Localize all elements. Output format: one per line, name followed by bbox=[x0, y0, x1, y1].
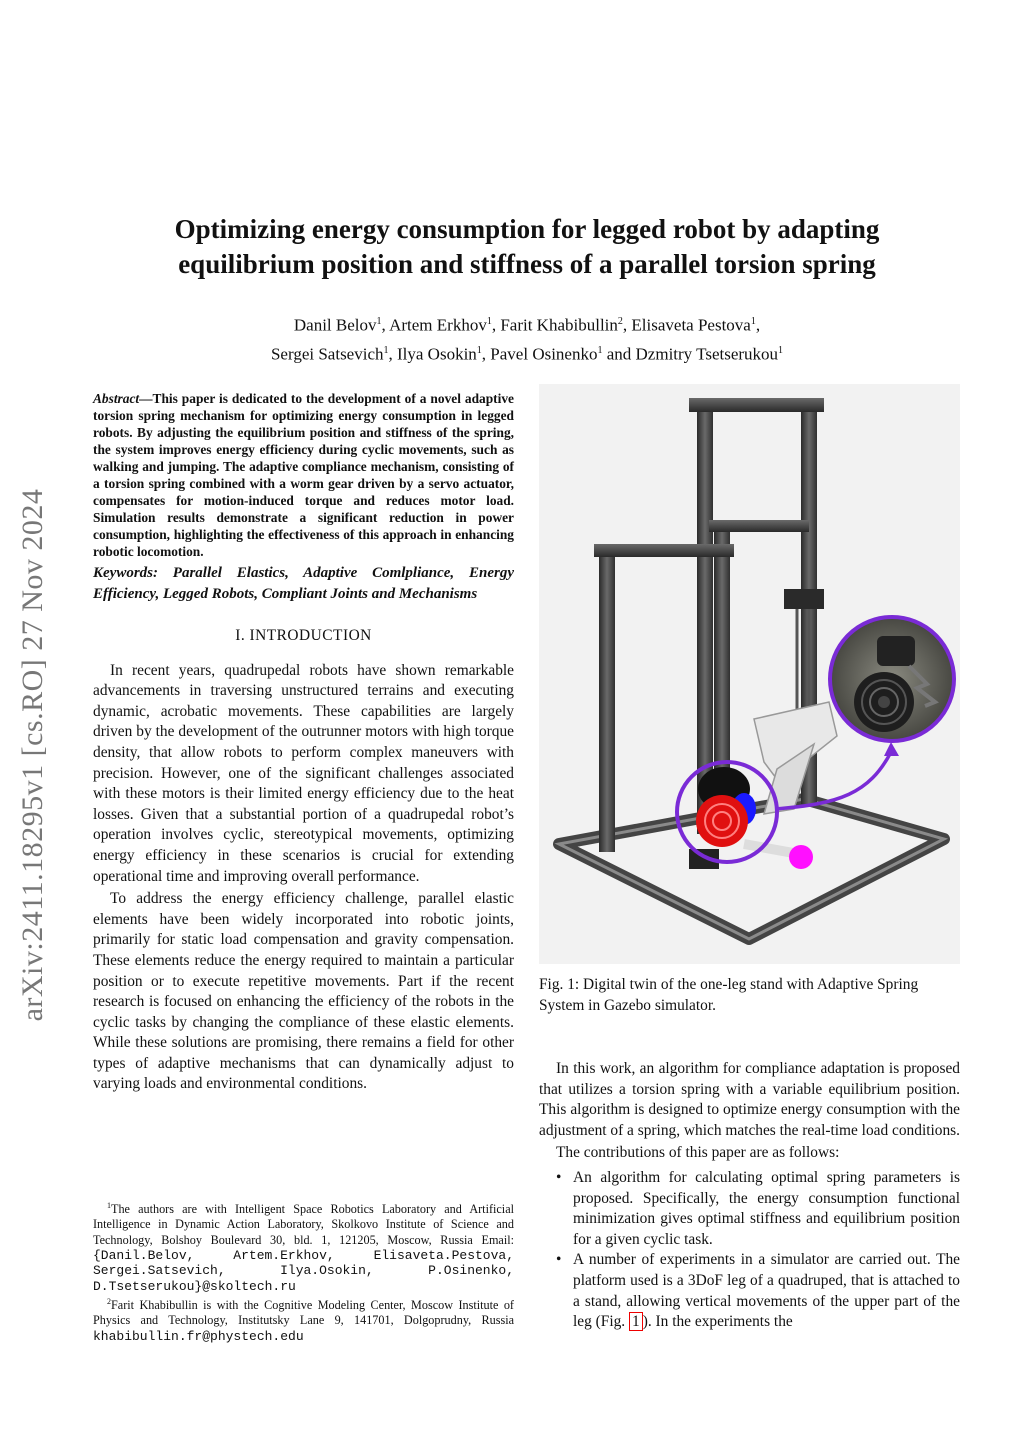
robot-stand-render bbox=[539, 384, 960, 964]
affiliation-mark: 1 bbox=[476, 344, 482, 356]
author-name: Artem Erkhov bbox=[389, 315, 487, 335]
affiliation-mark: 1 bbox=[486, 316, 492, 327]
contribution-text-2-after: ). In the experiments the bbox=[642, 1313, 793, 1331]
figure-reference-link[interactable]: 1 bbox=[629, 1312, 643, 1331]
section-heading-introduction: I. INTRODUCTION bbox=[235, 627, 372, 644]
affiliation-mark: 2 bbox=[617, 316, 623, 327]
affiliation-mark: 1 bbox=[376, 316, 382, 327]
arxiv-identifier: arXiv:2411.18295v1 [cs.RO] 27 Nov 2024 bbox=[16, 488, 49, 1022]
bullet-icon: • bbox=[556, 1251, 562, 1269]
author-name: Elisaveta Pestova bbox=[631, 315, 751, 335]
contributions-list bbox=[539, 1168, 960, 1333]
footnote-1 bbox=[93, 1198, 514, 1294]
affiliation-mark: 1 bbox=[383, 344, 389, 356]
abstract-text: This paper is dedicated to the development of a novel adaptive torsion spring mechanism for optimizing energy consumption in legged robots. By adjusting the equilibrium position and stiffness of the spring, the system improves energy efficiency during cyclic movements, such as walking and jumping. The adaptive compliance mechanism, consisting of a torsion spring combined with a worm gear driven by a servo actuator, compensates for motion-induced torque and reduces motor load. Simulation results demonstrate a significant reduction in power consumption, highlighting the effectiveness of this approach in enhancing robotic locomotion. bbox=[93, 391, 514, 559]
footnotes bbox=[93, 1198, 514, 1344]
author-name: Danil Belov bbox=[293, 315, 377, 335]
footnote-2-text: Farit Khabibullin is with the Cognitive Modeling Center, Moscow Institute of Physics and Technology, Institutsky Lane 9, 141701, Dolgoprudny, Russia bbox=[93, 1297, 514, 1328]
author-name: Ilya Osokin bbox=[397, 344, 477, 364]
footnote-1-text: The authors are with Intelligent Space Robotics Laboratory and Artificial Intelligence in Dynamic Action Laboratory, Skolkovo Institute of Science and Technology, Bolshoy Boulevard 30, bld. 1, 121205, Moscow, Russia Email: bbox=[93, 1202, 514, 1247]
intro-paragraph-2: To address the energy efficiency challenge, parallel elastic elements have been widely incorporated into robotic joints, primarily for static load compensation and gravity compensation. These elements reduce the energy required to maintain a particular position or to execute repetitive movements. Part if the recent research is focused on enhancing the efficiency of the robots in the cyclic tasks by changing the compliance of these elastic elements. While these solutions are promising, there remains a field for other types of adaptive mechanisms that can dynamically adjust to varying loads and environmental conditions. bbox=[93, 890, 514, 1093]
author-conjunction: and bbox=[606, 344, 632, 364]
footnote-mark: 2 bbox=[107, 1296, 111, 1306]
abstract bbox=[93, 390, 514, 560]
author-line-1: Danil Belov$^1$, Artem Erkhov$^1$, Farit Khabibullin$^2$, Elisaveta Pestova$^1$, bbox=[293, 315, 761, 335]
author-list bbox=[110, 309, 944, 366]
author-name: Dzmitry Tsetserukou bbox=[635, 344, 779, 364]
contribution-item-1 bbox=[539, 1168, 960, 1250]
contribution-intro-paragraph: In this work, an algorithm for compliance adaptation is proposed that utilizes a torsion spring with a variable equilibrium position. This algorithm is designed to optimize energy consumption with the adjustment of a spring, which matches the real-time load conditions. bbox=[539, 1060, 960, 1139]
right-column bbox=[539, 1059, 960, 1333]
figure-1-image bbox=[539, 384, 960, 964]
bullet-icon: • bbox=[556, 1168, 562, 1186]
footnote-2-email: khabibullin.fr@phystech.edu bbox=[93, 1328, 304, 1344]
keywords: Keywords: Parallel Elastics, Adaptive Comlpliance, Energy Efficiency, Legged Robots, Compliant Joints and Mechanisms bbox=[93, 565, 514, 602]
figure-1-caption: Fig. 1: Digital twin of the one-leg stand with Adaptive Spring System in Gazebo simulator. bbox=[539, 976, 919, 1014]
affiliation-mark: 1 bbox=[778, 344, 784, 356]
title-line-2: equilibrium position and stiffness of a parallel torsion spring bbox=[178, 249, 876, 279]
author-name: Farit Khabibullin bbox=[500, 315, 618, 335]
contributions-lead: The contributions of this paper are as follows: bbox=[556, 1144, 840, 1162]
abstract-dash: — bbox=[139, 391, 153, 406]
contribution-text-1: An algorithm for calculating optimal spring parameters is proposed. Specifically, the energy consumption functional minimization gives optimal stiffness and equilibrium position for a given cyclic task. bbox=[573, 1168, 960, 1248]
left-column bbox=[93, 390, 514, 1097]
affiliation-mark: 1 bbox=[597, 344, 603, 356]
affiliation-mark: 1 bbox=[750, 316, 756, 327]
footnote-2 bbox=[93, 1294, 514, 1344]
author-line-2: Sergei Satsevich$^1$, Ilya Osokin$^1$, Pavel Osinenko$^1$ and Dzmitry Tsetserukou$^1$ bbox=[270, 344, 784, 364]
paper-title bbox=[110, 212, 944, 282]
footnote-mark: 1 bbox=[107, 1201, 111, 1210]
footnote-1-emails: {Danil.Belov, Artem.Erkhov, Elisaveta.Pestova, Sergei.Satsevich, Ilya.Osokin, P.Osinenko, D.Tsetserukou}@skoltech.ru bbox=[93, 1247, 514, 1294]
contribution-item-2 bbox=[539, 1250, 960, 1332]
intro-paragraph-1: In recent years, quadrupedal robots have shown remarkable advancements in traversing unstructured terrains and executing dynamic, acrobatic movements. These capabilities are largely driven by the development of the outrunner motors with high torque density, that allow robots to perform complex maneuvers with precision. However, one of the significant challenges associated with these motors is their limited energy efficiency due to the heat losses. Given that a substantial portion of a quadrupedal robot’s operation involves cyclic, stereotypical movements, optimizing energy efficiency in these scenarios is crucial for extending operational time and improving overall performance. bbox=[93, 661, 514, 885]
author-name: Pavel Osinenko bbox=[490, 344, 598, 364]
author-name: Sergei Satsevich bbox=[270, 344, 384, 364]
contribution-text-2-before: A number of experiments in a simulator are carried out. The platform used is a 3DoF leg of a quadruped, that is attached to a stand, allowing vertical movements of the upper part of the leg (Fig. bbox=[573, 1251, 960, 1331]
title-line-1: Optimizing energy consumption for legged robot by adapting bbox=[174, 214, 880, 244]
detail-inset bbox=[830, 617, 954, 741]
abstract-label: Abstract bbox=[93, 391, 140, 406]
